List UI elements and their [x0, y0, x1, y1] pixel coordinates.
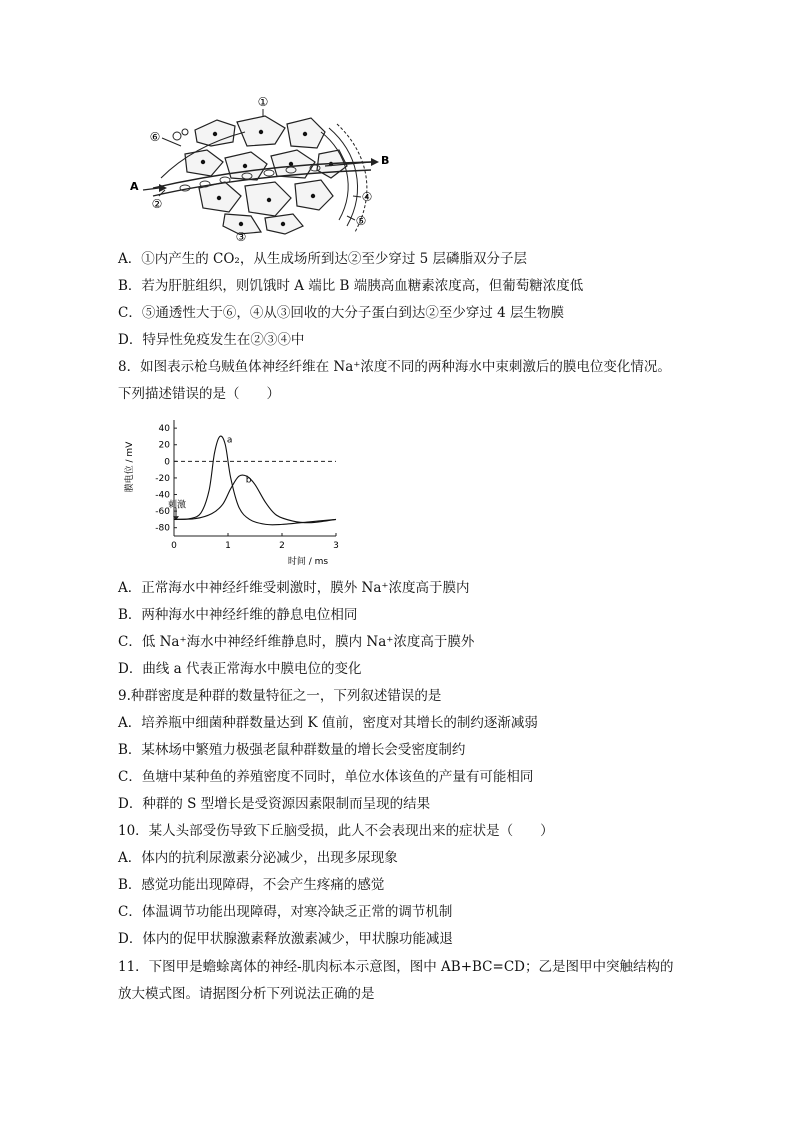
x-tick-label: 1 — [225, 541, 231, 551]
q7-option-d: D．特异性免疫发生在②③④中 — [118, 332, 305, 348]
q11-stem-line1: 11．下图甲是蟾蜍离体的神经-肌肉标本示意图，图中 AB+BC=CD；乙是图甲中突触结构的 — [118, 959, 674, 975]
series-line-a — [174, 436, 336, 525]
q10-option-c: C．体温调节功能出现障碍，对寒冷缺乏正常的调节机制 — [118, 904, 453, 920]
q10-stem: 10．某人头部受伤导致下丘脑受损，此人不会表现出来的症状是（ ） — [118, 823, 554, 839]
x-tick-label: 2 — [279, 541, 285, 551]
label-4: ④ — [361, 190, 373, 204]
label-1: ① — [257, 95, 269, 109]
q10-option-a: A．体内的抗利尿激素分泌减少，出现多尿现象 — [118, 850, 398, 866]
tissue-diagram — [125, 92, 390, 244]
series-label-a: a — [226, 435, 233, 446]
y-tick-label: -40 — [155, 490, 170, 501]
label-3: ③ — [235, 230, 247, 244]
label-6: ⑥ — [149, 130, 161, 144]
q7-option-a: A．①内产生的 CO₂，从生成场所到达②至少穿过 5 层磷脂双分子层 — [118, 251, 528, 267]
q9-stem: 9.种群密度是种群的数量特征之一，下列叙述错误的是 — [118, 688, 442, 704]
label-A: A — [130, 180, 139, 193]
x-axis-label: 时间 / ms — [287, 557, 329, 567]
q9-option-b: B．某林场中繁殖力极强老鼠种群数量的增长会受密度制约 — [118, 742, 466, 758]
q8-option-c: C．低 Na⁺海水中神经纤维静息时，膜内 Na⁺浓度高于膜外 — [118, 634, 475, 650]
q8-stem-line1: 8．如图表示枪乌贼鱼体神经纤维在 Na⁺浓度不同的两种海水中束刺激后的膜电位变化情况。 — [118, 359, 671, 375]
series-label-b: b — [245, 475, 252, 486]
y-tick-label: 40 — [158, 424, 170, 435]
label-B: B — [381, 154, 390, 167]
q9-option-a: A．培养瓶中细菌种群数量达到 K 值前，密度对其增长的制约逐渐减弱 — [118, 715, 538, 731]
y-tick-label: 0 — [164, 457, 170, 468]
x-tick-label: 0 — [171, 541, 177, 551]
y-tick-label: -20 — [155, 473, 170, 484]
y-tick-label: 20 — [158, 440, 170, 451]
q10-option-d: D．体内的促甲状腺激素释放激素减少，甲状腺功能减退 — [118, 931, 453, 947]
q8-stem-line2: 下列描述错误的是（ ） — [118, 386, 280, 402]
q8-option-d: D．曲线 a 代表正常海水中膜电位的变化 — [118, 661, 362, 677]
q9-option-d: D．种群的 S 型增长是受资源因素限制而呈现的结果 — [118, 796, 431, 812]
q7-option-c: C．⑤通透性大于⑥，④从③回收的大分子蛋白到达②至少穿过 4 层生物膜 — [118, 305, 565, 321]
q9-option-c: C．鱼塘中某种鱼的养殖密度不同时，单位水体该鱼的产量有可能相同 — [118, 769, 534, 785]
y-tick-label: -60 — [155, 507, 170, 518]
y-axis-label: 膜电位 / mV — [125, 441, 135, 493]
label-2: ② — [151, 197, 163, 211]
q8-option-a: A．正常海水中神经纤维受刺激时，膜外 Na⁺浓度高于膜内 — [118, 580, 470, 596]
q11-stem-line2: 放大模式图。请据图分析下列说法正确的是 — [118, 986, 375, 1002]
label-5: ⑤ — [355, 214, 367, 228]
x-tick-label: 3 — [333, 541, 339, 551]
stimulus-label: 刺激 — [168, 500, 187, 511]
q7-option-b: B．若为肝脏组织，则饥饿时 A 端比 B 端胰高血糖素浓度高，但葡萄糖浓度低 — [118, 278, 584, 294]
membrane-potential-chart — [118, 412, 348, 572]
y-tick-label: -80 — [155, 523, 170, 534]
q10-option-b: B．感觉功能出现障碍，不会产生疼痛的感觉 — [118, 877, 385, 893]
q8-option-b: B．两种海水中神经纤维的静息电位相同 — [118, 607, 358, 623]
